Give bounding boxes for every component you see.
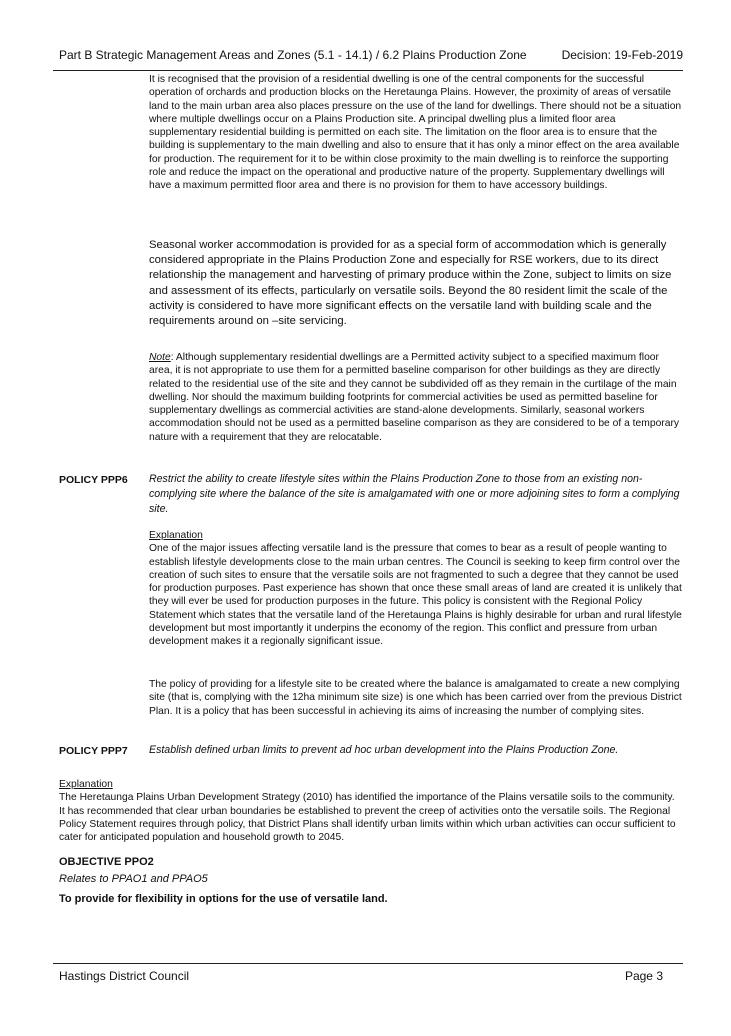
- explanation-text: The policy of providing for a lifestyle site to be created where the balance is amalgamated to create a new complying site (that is, complying with the 12ha minimum site size) is one which has been carried over from the previous District Plan. It is a policy that has been successful in achieving its aims of increasing the number of complying sites.: [149, 679, 682, 717]
- header-title: Part B Strategic Management Areas and Zones (5.1 - 14.1) / 6.2 Plains Production Zone: [59, 48, 527, 62]
- paragraph-seasonal-workers: [149, 238, 685, 329]
- objective-relates-to: Relates to PPAO1 and PPAO5: [59, 873, 208, 885]
- note-text: : Although supplementary residential dwellings are a Permitted activity subject to a specified maximum floor area, it is not appropriate to use them for a permitted baseline comparison for other buildings as they are directly related to the residential use of the site and they cannot be subdivided off as they remain in the curtilage of the main dwelling. Nor should the maximum building footprints for commercial activities be used as permitted baseline for supplementary dwellings as commercial activities are stand-alone developments. Similarly, seasonal workers accommodation should not be used as a permitted baseline comparison as they are considered to be of a temporary nature with a requirement that they are relocatable.: [149, 352, 680, 443]
- footer-page-number: Page 3: [624, 969, 663, 983]
- note-label: Note: [149, 352, 171, 363]
- policy-ppp6-explanation: [149, 529, 685, 649]
- policy-ppp6-text: [149, 472, 685, 517]
- explanation-text: The Heretaunga Plains Urban Development Strategy (2010) has identified the importance of the Plains versatile soils to the community. It has recommended that clear urban boundaries be established to prevent the creep of activities onto the versatile soils. The Regional Policy Statement requires through policy, that District Plans shall identify urban limits within which urban activities can occur sufficient to cater for anticipated population and household growth to 2045.: [59, 792, 676, 844]
- objective-text: To provide for flexibility in options for the use of versatile land.: [59, 893, 388, 905]
- footer-council-name: Hastings District Council: [59, 969, 190, 983]
- note-text-block: [149, 351, 685, 444]
- objective-title: OBJECTIVE PPO2: [59, 856, 154, 868]
- header-rule: [53, 70, 683, 71]
- explanation-heading: Explanation: [149, 530, 203, 541]
- policy-ppp6-explanation-continued: [149, 678, 685, 718]
- policy-text: Restrict the ability to create lifestyle sites within the Plains Production Zone to those from an existing non-complying site where the balance of the site is amalgamated with one or more adjoining sites to form a complying site.: [149, 473, 680, 515]
- footer-rule: [53, 963, 683, 964]
- paragraph-dwellings: [149, 73, 685, 193]
- policy-ppp7-explanation: [59, 778, 679, 844]
- explanation-heading: Explanation: [59, 779, 113, 790]
- paragraph-text: Seasonal worker accommodation is provided for as a special form of accommodation which is generally considered appropriate in the Plains Production Zone and especially for RSE workers, due to its direct relationship the management and harvesting of primary produce within the Zone, subject to limits on size and assessment of its effects, particularly on versatile soils. Beyond the 80 resident limit the scale of the activity is considered to have more significant effects on the versatile land with building scale and the requirements around on –site servicing.: [149, 239, 672, 328]
- policy-ppp6-label: POLICY PPP6: [59, 474, 128, 486]
- header-decision-date: Decision: 19-Feb-2019: [561, 48, 683, 62]
- explanation-text: One of the major issues affecting versatile land is the pressure that comes to bear as a result of people wanting to establish lifestyle developments close to the main urban centres. The Council is seeking to keep firm control over the creation of such sites to ensure that the versatile soils are not fragmented to such a degree that they cannot be used for production purposes. Past experience has shown that once these small areas of land are created it is unlikely that they will ever be used for production purposes in the future. This policy is consistent with the Regional Policy Statement which states that the versatile land of the Heretaunga Plains is highly desirable for urban and rural lifestyle development but most importantly it underpins the economy of the region. This conflict and pressure from urban development makes it a regionally significant issue.: [149, 543, 682, 648]
- policy-ppp7-label: POLICY PPP7: [59, 745, 128, 757]
- paragraph-text: It is recognised that the provision of a residential dwelling is one of the central components for the successful operation of orchards and production blocks on the Heretaunga Plains. However, the proximity of areas of versatile land to the main urban area also places pressure on the use of the land for dwellings. There should not be a situation where multiple dwellings occur on a Plains Production site. A principal dwelling plus a limited floor area supplementary residential building is permitted on each site. The limitation on the floor area is to ensure that the building is supplementary to the main dwelling and also to ensure that it has only a minor effect on the area available for production. The requirement for it to be within close proximity to the main dwelling is to reinforce the supporting role and reduce the impact on the operational and productive nature of the property. Supplementary dwellings will have a maximum permitted floor area and there is no provision for them to have accessory buildings.: [149, 74, 682, 192]
- note-paragraph: [149, 351, 685, 444]
- policy-ppp7-text: Establish defined urban limits to prevent ad hoc urban development into the Plains Production Zone.: [149, 744, 619, 756]
